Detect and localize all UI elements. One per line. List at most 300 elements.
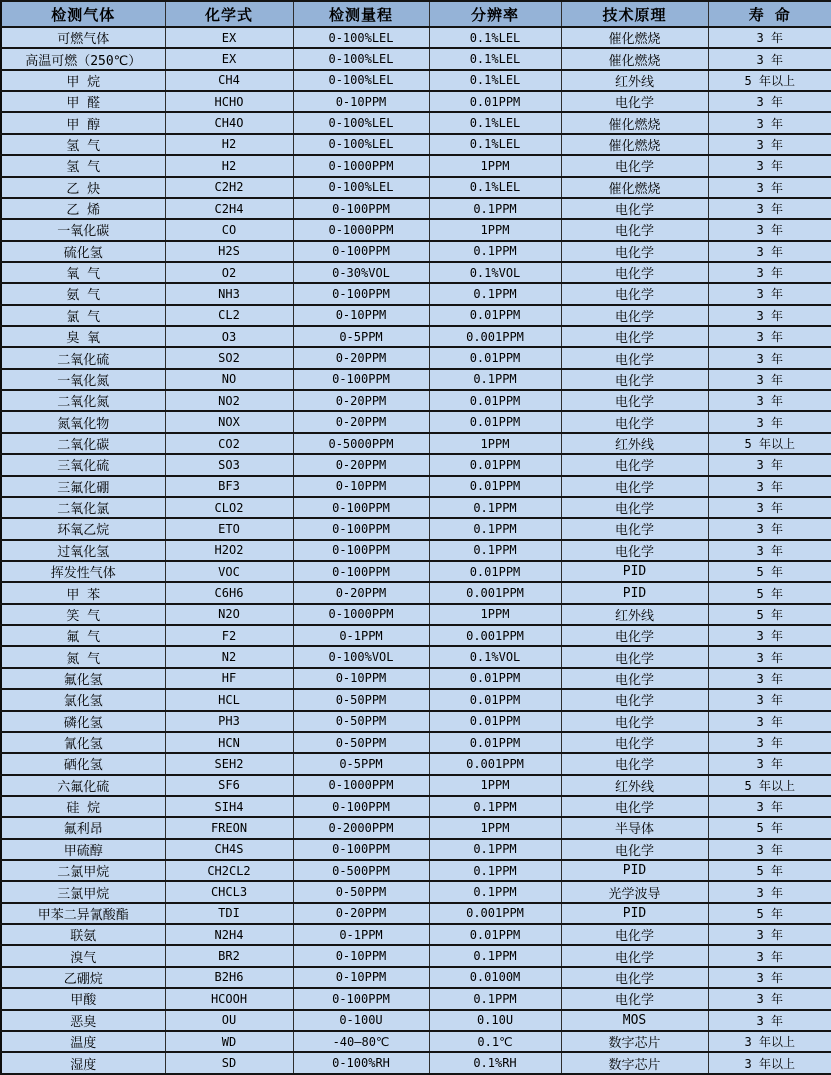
table-row <box>1 689 831 710</box>
cell-range: 0-100PPM <box>293 988 429 1009</box>
cell-life: 3 年 <box>708 668 831 689</box>
cell-resolution: 0.001PPM <box>429 625 561 646</box>
cell-range: 0-100PPM <box>293 839 429 860</box>
cell-formula: CH4 <box>165 70 293 91</box>
cell-life: 3 年 <box>708 454 831 475</box>
cell-range: 0-10PPM <box>293 305 429 326</box>
cell-range: 0-50PPM <box>293 711 429 732</box>
cell-principle: 光学波导 <box>561 881 708 902</box>
cell-gas: 二氧化氮 <box>1 390 165 411</box>
cell-principle: 电化学 <box>561 732 708 753</box>
cell-life: 3 年 <box>708 305 831 326</box>
cell-gas: 氮 气 <box>1 646 165 667</box>
cell-life: 3 年 <box>708 924 831 945</box>
cell-life: 3 年 <box>708 732 831 753</box>
cell-resolution: 1PPM <box>429 433 561 454</box>
cell-principle: 催化燃烧 <box>561 177 708 198</box>
cell-formula: NO <box>165 369 293 390</box>
cell-principle: 红外线 <box>561 604 708 625</box>
cell-resolution: 0.1%VOL <box>429 646 561 667</box>
cell-formula: CO2 <box>165 433 293 454</box>
cell-resolution: 0.1PPM <box>429 283 561 304</box>
column-header-gas: 检测气体 <box>1 1 165 27</box>
cell-life: 3 年 <box>708 219 831 240</box>
cell-principle: 电化学 <box>561 689 708 710</box>
cell-life: 5 年 <box>708 817 831 838</box>
column-header-resolution: 分辨率 <box>429 1 561 27</box>
cell-resolution: 0.1PPM <box>429 839 561 860</box>
cell-gas: 氢 气 <box>1 155 165 176</box>
cell-life: 5 年以上 <box>708 433 831 454</box>
table-row <box>1 1052 831 1074</box>
cell-formula: HCL <box>165 689 293 710</box>
table-row <box>1 326 831 347</box>
cell-resolution: 0.01PPM <box>429 476 561 497</box>
table-row <box>1 262 831 283</box>
cell-resolution: 0.01PPM <box>429 390 561 411</box>
cell-gas: 一氧化氮 <box>1 369 165 390</box>
cell-gas: 过氧化氢 <box>1 540 165 561</box>
cell-life: 5 年 <box>708 604 831 625</box>
cell-principle: 电化学 <box>561 668 708 689</box>
cell-principle: 电化学 <box>561 839 708 860</box>
cell-resolution: 0.1%RH <box>429 1052 561 1074</box>
cell-range: 0-20PPM <box>293 903 429 924</box>
cell-gas: 一氧化碳 <box>1 219 165 240</box>
cell-principle: 电化学 <box>561 91 708 112</box>
cell-range: 0-1000PPM <box>293 604 429 625</box>
cell-formula: O3 <box>165 326 293 347</box>
cell-principle: 电化学 <box>561 390 708 411</box>
cell-resolution: 0.0100M <box>429 967 561 988</box>
cell-life: 3 年 <box>708 988 831 1009</box>
cell-range: 0-20PPM <box>293 390 429 411</box>
cell-life: 3 年 <box>708 881 831 902</box>
cell-formula: C2H2 <box>165 177 293 198</box>
cell-principle: 电化学 <box>561 967 708 988</box>
cell-formula: CH4O <box>165 112 293 133</box>
cell-life: 3 年 <box>708 326 831 347</box>
cell-resolution: 1PPM <box>429 604 561 625</box>
table-row <box>1 945 831 966</box>
cell-resolution: 0.1%LEL <box>429 112 561 133</box>
cell-resolution: 0.01PPM <box>429 668 561 689</box>
cell-life: 3 年以上 <box>708 1052 831 1074</box>
cell-formula: SEH2 <box>165 753 293 774</box>
cell-life: 3 年 <box>708 48 831 69</box>
cell-principle: 红外线 <box>561 70 708 91</box>
table-row <box>1 177 831 198</box>
cell-formula: O2 <box>165 262 293 283</box>
cell-principle: 数字芯片 <box>561 1052 708 1074</box>
table-row <box>1 27 831 48</box>
cell-life: 3 年 <box>708 1010 831 1031</box>
cell-range: 0-100%LEL <box>293 48 429 69</box>
cell-gas: 联氨 <box>1 924 165 945</box>
table-row <box>1 753 831 774</box>
cell-gas: 乙 烯 <box>1 198 165 219</box>
cell-resolution: 0.1℃ <box>429 1031 561 1052</box>
cell-formula: H2S <box>165 241 293 262</box>
cell-principle: PID <box>561 860 708 881</box>
cell-life: 3 年 <box>708 518 831 539</box>
cell-resolution: 0.1PPM <box>429 988 561 1009</box>
cell-gas: 挥发性气体 <box>1 561 165 582</box>
cell-formula: C6H6 <box>165 582 293 603</box>
cell-range: 0-100%RH <box>293 1052 429 1074</box>
cell-resolution: 0.01PPM <box>429 411 561 432</box>
cell-principle: 电化学 <box>561 753 708 774</box>
cell-gas: 环氧乙烷 <box>1 518 165 539</box>
cell-gas: 二氧化碳 <box>1 433 165 454</box>
cell-gas: 三氧化硫 <box>1 454 165 475</box>
cell-formula: NO2 <box>165 390 293 411</box>
cell-life: 3 年 <box>708 967 831 988</box>
table-row <box>1 518 831 539</box>
cell-principle: 电化学 <box>561 411 708 432</box>
cell-resolution: 0.01PPM <box>429 924 561 945</box>
column-header-lifespan: 寿 命 <box>708 1 831 27</box>
cell-formula: C2H4 <box>165 198 293 219</box>
cell-range: 0-1000PPM <box>293 155 429 176</box>
cell-resolution: 0.01PPM <box>429 732 561 753</box>
cell-gas: 磷化氢 <box>1 711 165 732</box>
cell-range: 0-100PPM <box>293 369 429 390</box>
cell-resolution: 0.001PPM <box>429 582 561 603</box>
cell-formula: OU <box>165 1010 293 1031</box>
cell-formula: WD <box>165 1031 293 1052</box>
cell-formula: CH2CL2 <box>165 860 293 881</box>
cell-formula: VOC <box>165 561 293 582</box>
cell-life: 5 年 <box>708 903 831 924</box>
cell-gas: 甲苯二异氰酸酯 <box>1 903 165 924</box>
cell-formula: F2 <box>165 625 293 646</box>
table-row <box>1 305 831 326</box>
cell-formula: H2 <box>165 134 293 155</box>
cell-resolution: 0.1PPM <box>429 241 561 262</box>
cell-gas: 硫化氢 <box>1 241 165 262</box>
cell-principle: 电化学 <box>561 369 708 390</box>
cell-gas: 高温可燃（250℃） <box>1 48 165 69</box>
cell-gas: 氟化氢 <box>1 668 165 689</box>
cell-formula: SO3 <box>165 454 293 475</box>
cell-resolution: 0.001PPM <box>429 903 561 924</box>
table-row <box>1 369 831 390</box>
cell-range: 0-100PPM <box>293 198 429 219</box>
column-header-range: 检测量程 <box>293 1 429 27</box>
cell-resolution: 0.1%LEL <box>429 48 561 69</box>
column-header-principle: 技术原理 <box>561 1 708 27</box>
cell-principle: 数字芯片 <box>561 1031 708 1052</box>
cell-range: 0-5PPM <box>293 326 429 347</box>
cell-principle: 催化燃烧 <box>561 112 708 133</box>
cell-gas: 甲酸 <box>1 988 165 1009</box>
table-row <box>1 988 831 1009</box>
table-header <box>1 1 831 27</box>
cell-gas: 二氧化硫 <box>1 347 165 368</box>
cell-resolution: 0.01PPM <box>429 454 561 475</box>
cell-resolution: 0.1PPM <box>429 518 561 539</box>
cell-life: 3 年以上 <box>708 1031 831 1052</box>
cell-life: 3 年 <box>708 112 831 133</box>
cell-life: 3 年 <box>708 283 831 304</box>
cell-resolution: 0.1PPM <box>429 796 561 817</box>
cell-resolution: 0.01PPM <box>429 347 561 368</box>
cell-range: 0-1PPM <box>293 924 429 945</box>
table-row <box>1 433 831 454</box>
cell-formula: EX <box>165 27 293 48</box>
cell-gas: 氧 气 <box>1 262 165 283</box>
cell-life: 5 年 <box>708 860 831 881</box>
cell-formula: CL2 <box>165 305 293 326</box>
table-row <box>1 775 831 796</box>
table-row <box>1 497 831 518</box>
cell-resolution: 0.1PPM <box>429 497 561 518</box>
table-row <box>1 540 831 561</box>
table-row <box>1 91 831 112</box>
table-row <box>1 70 831 91</box>
cell-formula: BF3 <box>165 476 293 497</box>
cell-formula: CO <box>165 219 293 240</box>
table-row <box>1 219 831 240</box>
cell-range: 0-100%VOL <box>293 646 429 667</box>
cell-life: 3 年 <box>708 155 831 176</box>
cell-resolution: 0.01PPM <box>429 689 561 710</box>
cell-range: 0-50PPM <box>293 881 429 902</box>
cell-life: 3 年 <box>708 91 831 112</box>
cell-principle: 电化学 <box>561 326 708 347</box>
cell-resolution: 0.01PPM <box>429 561 561 582</box>
cell-range: 0-50PPM <box>293 689 429 710</box>
cell-resolution: 0.1PPM <box>429 198 561 219</box>
cell-gas: 温度 <box>1 1031 165 1052</box>
cell-range: 0-1000PPM <box>293 775 429 796</box>
cell-formula: TDI <box>165 903 293 924</box>
cell-resolution: 1PPM <box>429 817 561 838</box>
cell-gas: 乙硼烷 <box>1 967 165 988</box>
cell-formula: NH3 <box>165 283 293 304</box>
cell-principle: MOS <box>561 1010 708 1031</box>
cell-life: 3 年 <box>708 27 831 48</box>
cell-principle: 电化学 <box>561 198 708 219</box>
cell-principle: 电化学 <box>561 540 708 561</box>
table-row <box>1 1010 831 1031</box>
cell-gas: 硒化氢 <box>1 753 165 774</box>
cell-gas: 溴气 <box>1 945 165 966</box>
cell-life: 3 年 <box>708 177 831 198</box>
cell-range: 0-10PPM <box>293 91 429 112</box>
cell-principle: 电化学 <box>561 241 708 262</box>
cell-range: 0-10PPM <box>293 945 429 966</box>
cell-formula: NOX <box>165 411 293 432</box>
table-row <box>1 796 831 817</box>
table-row <box>1 839 831 860</box>
cell-principle: 电化学 <box>561 262 708 283</box>
cell-principle: 电化学 <box>561 347 708 368</box>
cell-range: 0-50PPM <box>293 732 429 753</box>
cell-formula: BR2 <box>165 945 293 966</box>
cell-gas: 臭 氧 <box>1 326 165 347</box>
cell-formula: SIH4 <box>165 796 293 817</box>
cell-formula: N2O <box>165 604 293 625</box>
cell-range: 0-30%VOL <box>293 262 429 283</box>
cell-resolution: 0.1%LEL <box>429 177 561 198</box>
cell-resolution: 0.1PPM <box>429 860 561 881</box>
cell-range: 0-2000PPM <box>293 817 429 838</box>
cell-formula: CLO2 <box>165 497 293 518</box>
cell-life: 3 年 <box>708 711 831 732</box>
table-row <box>1 881 831 902</box>
cell-range: 0-100%LEL <box>293 70 429 91</box>
cell-formula: H2 <box>165 155 293 176</box>
cell-formula: HCOOH <box>165 988 293 1009</box>
cell-principle: 催化燃烧 <box>561 27 708 48</box>
cell-life: 3 年 <box>708 839 831 860</box>
table-row <box>1 625 831 646</box>
cell-life: 3 年 <box>708 945 831 966</box>
table-row <box>1 582 831 603</box>
cell-life: 3 年 <box>708 369 831 390</box>
cell-principle: PID <box>561 582 708 603</box>
cell-principle: 电化学 <box>561 518 708 539</box>
cell-life: 3 年 <box>708 241 831 262</box>
cell-range: 0-100U <box>293 1010 429 1031</box>
cell-principle: 红外线 <box>561 433 708 454</box>
cell-gas: 二氯甲烷 <box>1 860 165 881</box>
table-row <box>1 967 831 988</box>
cell-resolution: 0.1%LEL <box>429 27 561 48</box>
cell-formula: SF6 <box>165 775 293 796</box>
cell-formula: FREON <box>165 817 293 838</box>
cell-principle: 电化学 <box>561 945 708 966</box>
cell-range: 0-20PPM <box>293 347 429 368</box>
table-row <box>1 112 831 133</box>
cell-formula: SO2 <box>165 347 293 368</box>
cell-gas: 甲 烷 <box>1 70 165 91</box>
cell-range: 0-1000PPM <box>293 219 429 240</box>
cell-formula: EX <box>165 48 293 69</box>
cell-range: 0-100%LEL <box>293 27 429 48</box>
cell-principle: PID <box>561 561 708 582</box>
cell-formula: B2H6 <box>165 967 293 988</box>
cell-principle: 电化学 <box>561 646 708 667</box>
cell-principle: 电化学 <box>561 454 708 475</box>
header-row <box>1 1 831 27</box>
cell-range: 0-10PPM <box>293 967 429 988</box>
cell-range: -40—80℃ <box>293 1031 429 1052</box>
table-row <box>1 1031 831 1052</box>
cell-principle: 催化燃烧 <box>561 134 708 155</box>
table-row <box>1 476 831 497</box>
cell-life: 5 年以上 <box>708 70 831 91</box>
cell-life: 5 年以上 <box>708 775 831 796</box>
table-row <box>1 732 831 753</box>
cell-gas: 湿度 <box>1 1052 165 1074</box>
cell-life: 3 年 <box>708 411 831 432</box>
cell-principle: 电化学 <box>561 476 708 497</box>
cell-gas: 恶臭 <box>1 1010 165 1031</box>
cell-resolution: 0.001PPM <box>429 326 561 347</box>
table-row <box>1 903 831 924</box>
cell-principle: 电化学 <box>561 283 708 304</box>
cell-resolution: 0.1PPM <box>429 881 561 902</box>
table-row <box>1 817 831 838</box>
cell-range: 0-100%LEL <box>293 134 429 155</box>
cell-formula: SD <box>165 1052 293 1074</box>
table-row <box>1 347 831 368</box>
cell-gas: 甲 苯 <box>1 582 165 603</box>
cell-range: 0-20PPM <box>293 582 429 603</box>
cell-life: 3 年 <box>708 646 831 667</box>
cell-range: 0-20PPM <box>293 411 429 432</box>
cell-range: 0-100PPM <box>293 561 429 582</box>
column-header-formula: 化学式 <box>165 1 293 27</box>
cell-life: 3 年 <box>708 476 831 497</box>
cell-resolution: 0.01PPM <box>429 91 561 112</box>
table-body <box>1 27 831 1074</box>
cell-range: 0-500PPM <box>293 860 429 881</box>
cell-life: 3 年 <box>708 689 831 710</box>
cell-resolution: 0.1%VOL <box>429 262 561 283</box>
table-row <box>1 198 831 219</box>
cell-formula: CH4S <box>165 839 293 860</box>
cell-range: 0-10PPM <box>293 668 429 689</box>
cell-principle: 催化燃烧 <box>561 48 708 69</box>
cell-range: 0-1PPM <box>293 625 429 646</box>
cell-gas: 六氟化硫 <box>1 775 165 796</box>
table-row <box>1 411 831 432</box>
cell-gas: 乙 炔 <box>1 177 165 198</box>
cell-principle: 电化学 <box>561 497 708 518</box>
table-row <box>1 283 831 304</box>
cell-gas: 氰化氢 <box>1 732 165 753</box>
table-row <box>1 860 831 881</box>
cell-life: 3 年 <box>708 497 831 518</box>
cell-gas: 三氟化硼 <box>1 476 165 497</box>
cell-life: 3 年 <box>708 347 831 368</box>
cell-formula: HF <box>165 668 293 689</box>
table-row <box>1 48 831 69</box>
cell-resolution: 0.001PPM <box>429 753 561 774</box>
cell-range: 0-100PPM <box>293 497 429 518</box>
cell-principle: 电化学 <box>561 155 708 176</box>
table-row <box>1 390 831 411</box>
cell-life: 3 年 <box>708 625 831 646</box>
table-row <box>1 646 831 667</box>
cell-formula: PH3 <box>165 711 293 732</box>
cell-range: 0-100%LEL <box>293 112 429 133</box>
cell-formula: HCN <box>165 732 293 753</box>
cell-formula: CHCL3 <box>165 881 293 902</box>
table-row <box>1 454 831 475</box>
cell-principle: 电化学 <box>561 988 708 1009</box>
cell-principle: 红外线 <box>561 775 708 796</box>
cell-gas: 三氯甲烷 <box>1 881 165 902</box>
cell-life: 3 年 <box>708 198 831 219</box>
cell-principle: PID <box>561 903 708 924</box>
cell-formula: N2 <box>165 646 293 667</box>
cell-gas: 甲 醇 <box>1 112 165 133</box>
cell-principle: 电化学 <box>561 305 708 326</box>
cell-resolution: 0.1%LEL <box>429 70 561 91</box>
cell-life: 5 年 <box>708 561 831 582</box>
cell-resolution: 0.1PPM <box>429 540 561 561</box>
table-row <box>1 561 831 582</box>
cell-life: 3 年 <box>708 753 831 774</box>
cell-gas: 氟利昂 <box>1 817 165 838</box>
cell-gas: 氢 气 <box>1 134 165 155</box>
table-row <box>1 668 831 689</box>
